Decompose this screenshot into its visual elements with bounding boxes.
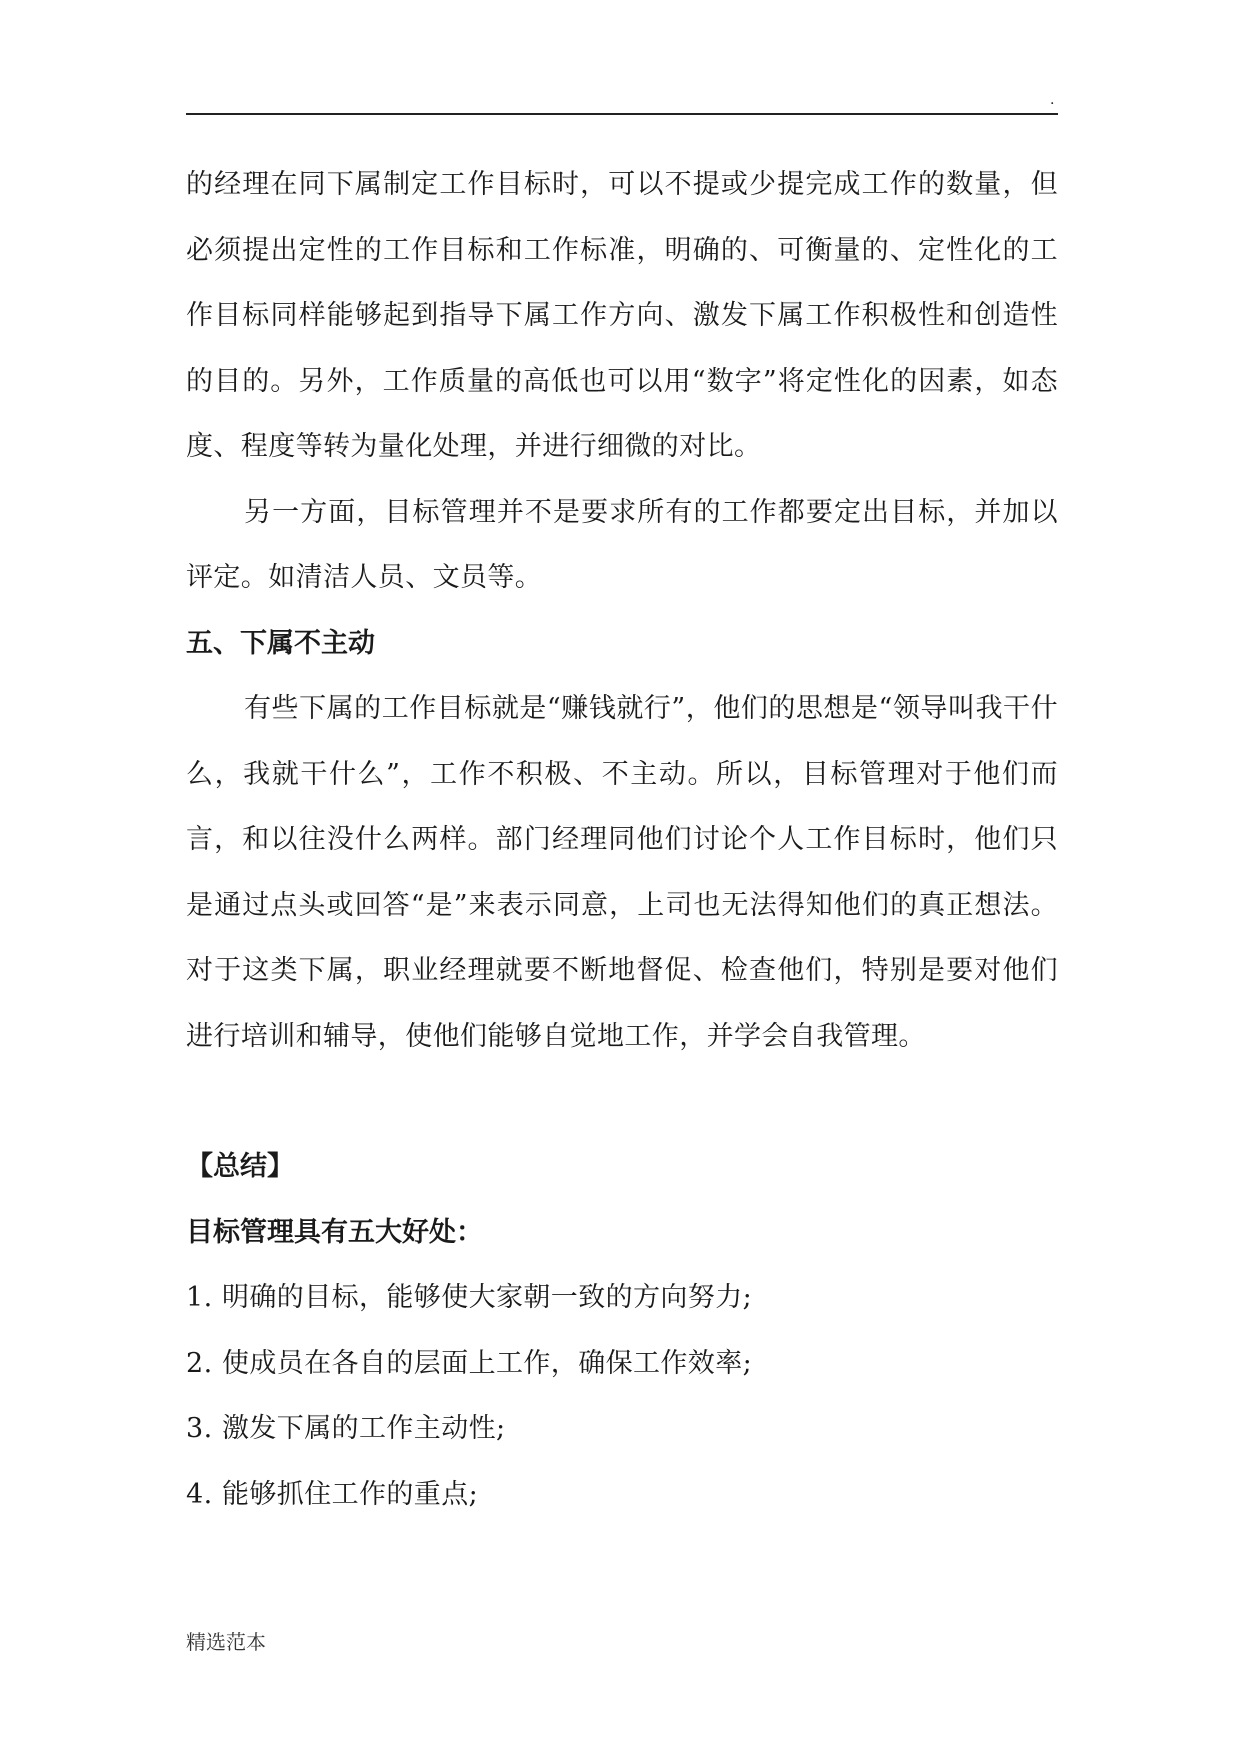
section-5-heading: 五、下属不主动 [186, 627, 375, 659]
summary-subheading: 目标管理具有五大好处： [186, 1216, 483, 1248]
section-5-paragraph: 有些下属的工作目标就是“赚钱就行”，他们的思想是“领导叫我干什么，我就干什么”，工作不积极、不主动。所以，目标管理对于他们而言，和以往没什么两样。部门经理同他们讨论个人工作目标时，他们只是通过点头或回答“是”来表示同意，上司也无法得知他们的真正想法。对于这类下属，职业经理就要不断地督促、检查他们，特别是要对他们进行培训和辅导，使他们能够自觉地工作，并学会自我管理。 [186, 693, 1058, 1052]
summary-heading: 【总结】 [186, 1151, 294, 1182]
document-body [186, 152, 1058, 1527]
list-item [186, 1331, 1058, 1397]
list-item-text: 激发下属的工作主动性; [222, 1413, 506, 1444]
list-item-number: 1. [186, 1282, 213, 1313]
section-spacer [186, 1069, 1058, 1134]
exception-paragraph: 另一方面，目标管理并不是要求所有的工作都要定出目标，并加以评定。如清洁人员、文员等。 [186, 496, 1058, 593]
header-mark: . [1050, 92, 1055, 108]
continuation-paragraph: 的经理在同下属制定工作目标时，可以不提或少提完成工作的数量，但必须提出定性的工作目标和工作标准，明确的、可衡量的、定性化的工作目标同样能够起到指导下属工作方向、激发下属工作积极性和创造性的目的。另外，工作质量的高低也可以用“数字”将定性化的因素，如态度、程度等转为量化处理，并进行细微的对比。 [186, 169, 1058, 462]
list-item-number: 2. [186, 1347, 213, 1379]
list-item-text: 使成员在各自的层面上工作，确保工作效率; [222, 1347, 753, 1379]
list-item [186, 1396, 1058, 1462]
list-item-number: 3. [186, 1413, 213, 1444]
list-item [186, 1462, 1058, 1528]
footer-label: 精选范本 [186, 1630, 266, 1654]
list-item-text: 能够抓住工作的重点; [222, 1478, 479, 1510]
benefits-list [186, 1265, 1058, 1527]
list-item-text: 明确的目标，能够使大家朝一致的方向努力; [222, 1282, 753, 1313]
list-item [186, 1265, 1058, 1331]
list-item-number: 4. [186, 1478, 213, 1510]
header-rule [186, 113, 1058, 115]
